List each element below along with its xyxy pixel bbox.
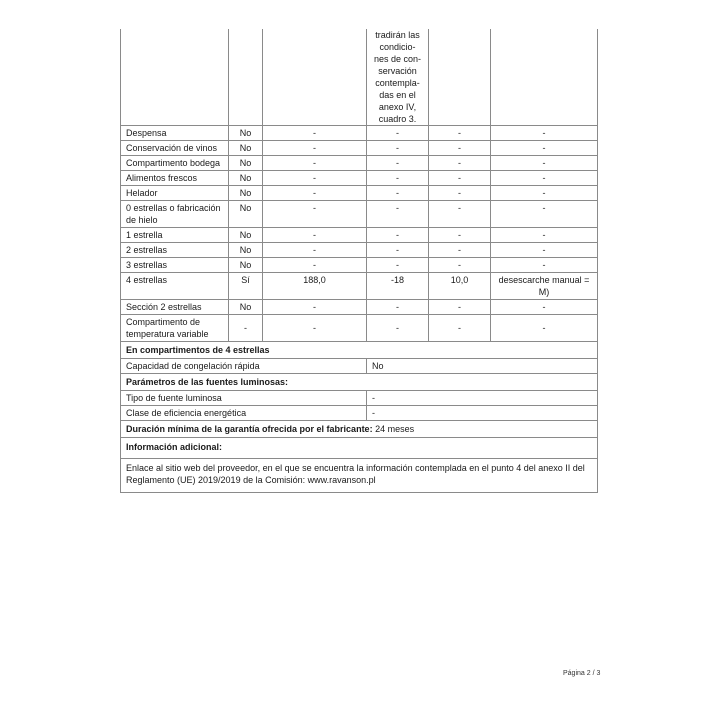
compartment-volume: - xyxy=(263,300,367,315)
light-heading-row xyxy=(121,374,598,391)
compartment-capacity: - xyxy=(429,228,491,243)
compartment-name: Compartimento de temperatura variable xyxy=(121,315,229,342)
compartment-name: Compartimento bodega xyxy=(121,156,229,171)
compartment-defrost: - xyxy=(491,126,598,141)
compartment-defrost: - xyxy=(491,201,598,228)
light-class-value: - xyxy=(367,406,598,421)
compartment-volume: - xyxy=(263,315,367,342)
compartment-row xyxy=(121,273,598,300)
note-line: servación xyxy=(378,66,417,76)
compartment-temperature: - xyxy=(367,243,429,258)
compartment-temperature: - xyxy=(367,141,429,156)
compartment-defrost: - xyxy=(491,300,598,315)
note-line: cuadro 3. xyxy=(378,114,417,124)
compartment-defrost: - xyxy=(491,258,598,273)
compartment-capacity: - xyxy=(429,186,491,201)
compartment-name: 3 estrellas xyxy=(121,258,229,273)
compartment-volume: - xyxy=(263,126,367,141)
compartment-row xyxy=(121,171,598,186)
warranty-label: Duración mínima de la garantía ofrecida por el fabricante: xyxy=(126,424,373,434)
four-star-heading-row xyxy=(121,342,598,359)
compartment-volume: - xyxy=(263,186,367,201)
compartment-temperature: - xyxy=(367,315,429,342)
compartment-defrost: - xyxy=(491,186,598,201)
compartment-present: No xyxy=(229,156,263,171)
compartment-temperature: - xyxy=(367,186,429,201)
compartment-volume: - xyxy=(263,243,367,258)
compartment-present: No xyxy=(229,300,263,315)
fast-freeze-label: Capacidad de congelación rápida xyxy=(121,359,367,374)
compartment-present: No xyxy=(229,141,263,156)
compartment-temperature: - xyxy=(367,300,429,315)
compartment-name: Conservación de vinos xyxy=(121,141,229,156)
note-line: condicio- xyxy=(379,42,416,52)
additional-text-row xyxy=(121,459,598,493)
compartment-defrost: - xyxy=(491,156,598,171)
compartment-row xyxy=(121,186,598,201)
compartment-volume: - xyxy=(263,228,367,243)
additional-text: Enlace al sitio web del proveedor, en el que se encuentra la información contemplada en el punto 4 del anexo II del Reglamento (UE) 2019/2019 de la Comisión: www.ravanson.pl xyxy=(121,459,598,493)
compartment-name: 4 estrellas xyxy=(121,273,229,300)
compartment-present: No xyxy=(229,243,263,258)
compartment-temperature: - xyxy=(367,228,429,243)
compartment-defrost: - xyxy=(491,243,598,258)
fast-freeze-row xyxy=(121,359,598,374)
compartment-capacity: - xyxy=(429,126,491,141)
note-line: nes de con- xyxy=(373,54,422,64)
compartment-capacity: - xyxy=(429,141,491,156)
product-information-table xyxy=(120,29,598,493)
light-type-label: Tipo de fuente luminosa xyxy=(121,391,367,406)
light-type-value: - xyxy=(367,391,598,406)
compartment-row xyxy=(121,228,598,243)
compartment-name: 2 estrellas xyxy=(121,243,229,258)
note-line: contempla- xyxy=(375,78,420,88)
compartment-present: No xyxy=(229,171,263,186)
compartment-defrost: - xyxy=(491,171,598,186)
four-star-heading: En compartimentos de 4 estrellas xyxy=(121,342,598,359)
compartment-name: Despensa xyxy=(121,126,229,141)
compartment-row xyxy=(121,141,598,156)
compartment-row xyxy=(121,258,598,273)
compartment-present: - xyxy=(229,315,263,342)
light-heading: Parámetros de las fuentes luminosas: xyxy=(121,374,598,391)
page-number: Página 2 / 3 xyxy=(563,670,601,677)
additional-heading-row xyxy=(121,438,598,459)
compartment-name: Alimentos frescos xyxy=(121,171,229,186)
compartment-capacity: 10,0 xyxy=(429,273,491,300)
compartment-row xyxy=(121,156,598,171)
continued-row xyxy=(121,29,598,126)
compartment-capacity: - xyxy=(429,201,491,228)
compartment-defrost: - xyxy=(491,141,598,156)
compartment-volume: - xyxy=(263,171,367,186)
fast-freeze-value: No xyxy=(367,359,598,374)
compartment-temperature: - xyxy=(367,258,429,273)
compartment-temperature: -18 xyxy=(367,273,429,300)
compartment-defrost: - xyxy=(491,228,598,243)
compartment-volume: - xyxy=(263,156,367,171)
compartment-capacity: - xyxy=(429,156,491,171)
compartment-present: Sí xyxy=(229,273,263,300)
compartment-row xyxy=(121,315,598,342)
compartment-name: 1 estrella xyxy=(121,228,229,243)
note-line: tradirán las xyxy=(375,30,420,40)
light-class-label: Clase de eficiencia energética xyxy=(121,406,367,421)
note-line: das en el xyxy=(379,90,416,100)
light-type-row xyxy=(121,391,598,406)
warranty-cell xyxy=(121,421,598,438)
compartment-capacity: - xyxy=(429,258,491,273)
additional-heading: Información adicional: xyxy=(121,438,598,459)
continued-note xyxy=(367,29,429,126)
light-class-row xyxy=(121,406,598,421)
compartment-present: No xyxy=(229,201,263,228)
compartment-name: Sección 2 estrellas xyxy=(121,300,229,315)
compartment-name: Helador xyxy=(121,186,229,201)
compartment-row xyxy=(121,126,598,141)
compartment-capacity: - xyxy=(429,243,491,258)
warranty-value: 24 meses xyxy=(375,424,415,434)
compartment-present: No xyxy=(229,186,263,201)
compartment-capacity: - xyxy=(429,300,491,315)
compartment-capacity: - xyxy=(429,171,491,186)
compartment-temperature: - xyxy=(367,171,429,186)
compartment-present: No xyxy=(229,228,263,243)
compartment-volume: - xyxy=(263,258,367,273)
compartment-temperature: - xyxy=(367,126,429,141)
compartment-defrost: - xyxy=(491,315,598,342)
warranty-row xyxy=(121,421,598,438)
compartment-temperature: - xyxy=(367,156,429,171)
compartment-volume: - xyxy=(263,201,367,228)
compartment-row xyxy=(121,300,598,315)
compartment-present: No xyxy=(229,258,263,273)
compartment-row xyxy=(121,243,598,258)
compartment-defrost: desescarche manual = M) xyxy=(491,273,598,300)
compartment-volume: 188,0 xyxy=(263,273,367,300)
compartment-row xyxy=(121,201,598,228)
compartment-capacity: - xyxy=(429,315,491,342)
compartment-present: No xyxy=(229,126,263,141)
compartment-volume: - xyxy=(263,141,367,156)
note-line: anexo IV, xyxy=(378,102,417,112)
compartment-name: 0 estrellas o fabricación de hielo xyxy=(121,201,229,228)
compartment-temperature: - xyxy=(367,201,429,228)
